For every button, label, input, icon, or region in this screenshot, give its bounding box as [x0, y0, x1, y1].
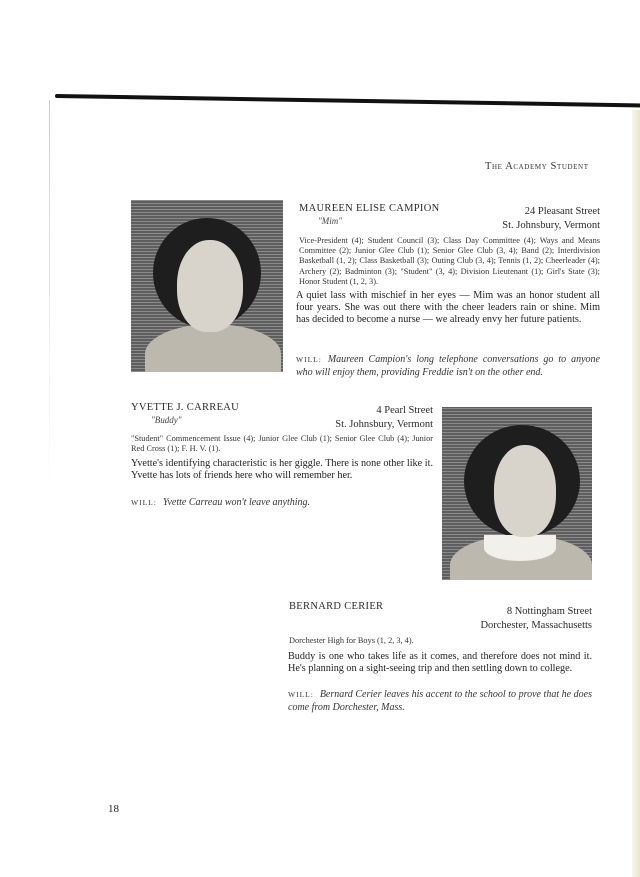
student-activities: "Student" Commencement Issue (4); Junior Glee Club (1); Senior Glee Club (4); Junior Red Cross (1); F. H. V. (1). [131, 434, 433, 454]
student-nickname: "Buddy" [151, 415, 182, 425]
student-activities: Vice-President (4); Student Council (3); Class Day Committee (4); Ways and Means Committee (2); Junior Glee Club (1); Senior Glee Club (3, 4); Band (2); Interdivision Basketball (1, 2); Class Basketball (3); Outing Club (3, 4); Tennis (1, 2); Cheerleader (4); Archery (2); Badminton (3); "Student" (3, 4); Division Lieutenant (1); Girl's State (3); Honor Student (1, 2, 3). [299, 236, 600, 286]
student-street: 4 Pearl Street [376, 405, 433, 416]
page-right-edge [632, 110, 640, 877]
will-label: WILL: [296, 355, 322, 364]
student-city: St. Johnsbury, Vermont [335, 419, 433, 430]
will-text: Bernard Cerier leaves his accent to the school to prove that he does come from Dorchester, Mass. [288, 689, 592, 713]
student-bio: Yvette's identifying characteristic is her giggle. There is none other like it. Yvette has lots of friends here who will remember her. [131, 458, 433, 482]
student-will [288, 688, 592, 714]
student-bio: Buddy is one who takes life as it comes, and therefore does not mind it. He's planning on a sight-seeing trip and then settling down to college. [288, 651, 592, 675]
page-number: 18 [108, 803, 119, 815]
student-nickname: "Mim" [318, 216, 343, 226]
student-name: YVETTE J. CARREAU [131, 402, 240, 413]
student-will [131, 496, 433, 509]
will-label: WILL: [288, 690, 314, 699]
will-text: Maureen Campion's long telephone conversations go to anyone who will enjoy them, providing Freddie isn't on the other end. [296, 354, 600, 378]
student-street: 8 Nottingham Street [506, 606, 592, 617]
will-label: WILL: [131, 498, 157, 507]
running-head: The Academy Student [485, 161, 589, 172]
student-city: St. Johnsbury, Vermont [502, 220, 600, 231]
student-bio: A quiet lass with mischief in her eyes — Mim was an honor student all four years. She was out there with the cheer leaders rain or shine. Mim has decided to become a nurse — we already envy her future patients. [296, 290, 600, 326]
portrait-photo-campion [131, 200, 283, 372]
will-text: Yvette Carreau won't leave anything. [162, 497, 311, 508]
page-top-edge [55, 94, 640, 108]
student-activities: Dorchester High for Boys (1, 2, 3, 4). [289, 636, 414, 645]
page-left-edge [49, 100, 50, 500]
student-name: MAUREEN ELISE CAMPION [299, 203, 440, 214]
student-street: 24 Pleasant Street [524, 206, 600, 217]
portrait-photo-carreau [442, 407, 592, 580]
student-name: BERNARD CERIER [289, 601, 384, 612]
student-will [296, 353, 600, 379]
student-city: Dorchester, Massachusetts [480, 620, 592, 631]
